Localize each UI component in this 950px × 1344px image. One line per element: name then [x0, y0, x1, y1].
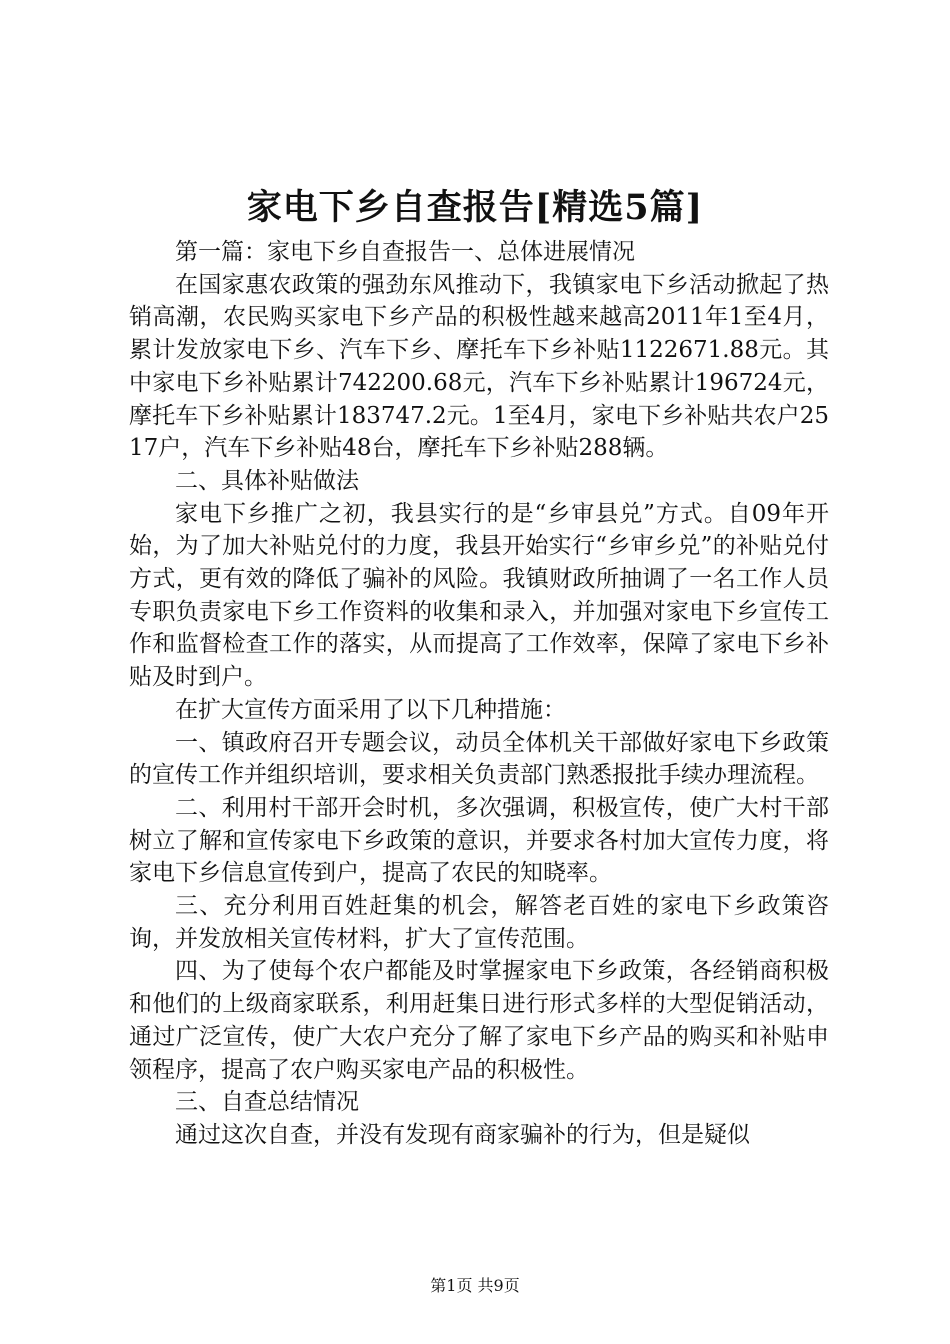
- body-paragraph: 在国家惠农政策的强劲东风推动下，我镇家电下乡活动掀起了热销高潮，农民购买家电下乡产品的积极性越来越高2011年1至4月，累计发放家电下乡、汽车下乡、摩托车下乡补贴1122671.88元。其中家电下乡补贴累计742200.68元，汽车下乡补贴累计196724元，摩托车下乡补贴累计183747.2元。1至4月，家电下乡补贴共农户2517户，汽车下乡补贴48台，摩托车下乡补贴288辆。: [129, 271, 829, 462]
- body-paragraph: 家电下乡推广之初，我县实行的是“乡审县兑”方式。自09年开始，为了加大补贴兑付的力度，我县开始实行“乡审乡兑”的补贴兑付方式，更有效的降低了骗补的风险。我镇财政所抽调了一名工作人员专职负责家电下乡工作资料的收集和录入，并加强对家电下乡宣传工作和监督检查工作的落实，从而提高了工作效率，保障了家电下乡补贴及时到户。: [129, 500, 829, 691]
- page-number-footer: 第1页 共9页: [430, 1276, 520, 1295]
- section-heading: 二、具体补贴做法: [175, 467, 359, 494]
- section-heading: 三、自查总结情况: [175, 1089, 359, 1116]
- document-title: 家电下乡自查报告[精选5篇]: [246, 187, 704, 228]
- body-paragraph: 通过这次自查，并没有发现有商家骗补的行为，但是疑似: [175, 1121, 750, 1148]
- list-item: 三、充分利用百姓赶集的机会，解答老百姓的家电下乡政策咨询，并发放相关宣传材料，扩大了宣传范围。: [129, 893, 829, 952]
- section-heading: 第一篇：家电下乡自查报告一、总体进展情况: [175, 239, 635, 265]
- body-paragraph: 在扩大宣传方面采用了以下几种措施：: [175, 696, 566, 723]
- list-item: 一、镇政府召开专题会议，动员全体机关干部做好家电下乡政策的宣传工作并组织培训，要求相关负责部门熟悉报批手续办理流程。: [129, 729, 829, 789]
- list-item: 四、为了使每个农户都能及时掌握家电下乡政策，各经销商积极和他们的上级商家联系，利用赶集日进行形式多样的大型促销活动，通过广泛宣传，使广大农户充分了解了家电下乡产品的购买和补贴申领程序，提高了农户购买家电产品的积极性。: [129, 958, 829, 1083]
- list-item: 二、利用村干部开会时机，多次强调，积极宣传，使广大村干部树立了解和宣传家电下乡政策的意识，并要求各村加大宣传力度，将家电下乡信息宣传到户，提高了农民的知晓率。: [129, 794, 829, 887]
- document-body: [129, 236, 829, 1152]
